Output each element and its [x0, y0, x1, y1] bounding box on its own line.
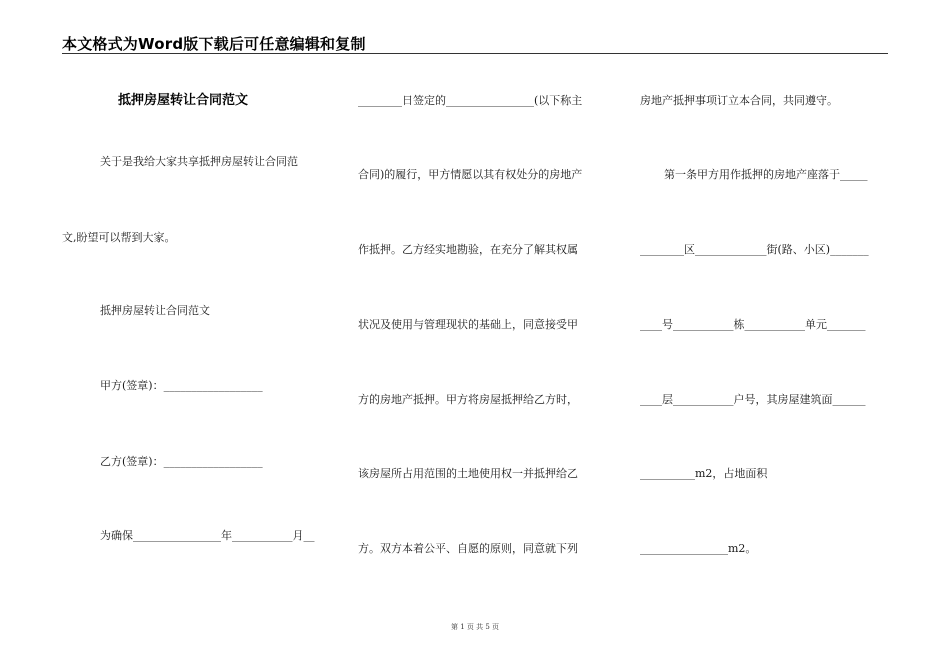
text-line: 作抵押。乙方经实地勘验，在充分了解其权属 — [358, 243, 578, 256]
text-line: ____层___________户号，其房屋建筑面______ — [640, 393, 866, 406]
party-b-signature-line: 乙方(签章)：__________________ — [100, 455, 263, 468]
text-line: ____号___________栋___________单元_______ — [640, 318, 866, 331]
text-line: 状况及使用与管理现状的基础上，同意接受甲 — [358, 318, 578, 331]
document-title: 抵押房屋转让合同范文 — [118, 93, 249, 108]
text-line: ________区_____________街(路、小区)_______ — [640, 243, 869, 256]
text-line: 房地产抵押事项订立本合同，共同遵守。 — [640, 94, 838, 107]
text-line: 关于是我给大家共享抵押房屋转让合同范 — [100, 155, 298, 168]
document-banner: 本文格式为Word版下载后可任意编辑和复制 — [62, 35, 366, 53]
header-rule — [62, 53, 888, 54]
text-line: 方。双方本着公平、自愿的原则，同意就下列 — [358, 542, 578, 555]
text-line: 方的房地产抵押。甲方将房屋抵押给乙方时， — [358, 393, 578, 406]
text-line: ________日签定的________________(以下称主 — [358, 94, 583, 107]
text-line: 该房屋所占用范围的土地使用权一并抵押给乙 — [358, 467, 578, 480]
section-heading: 抵押房屋转让合同范文 — [100, 304, 210, 317]
party-a-signature-line: 甲方(签章)：__________________ — [100, 379, 263, 392]
text-line: 文,盼望可以帮到大家。 — [62, 231, 176, 244]
text-line: ________________m2。 — [640, 542, 757, 555]
text-line: 合同)的履行，甲方情愿以其有权处分的房地产 — [358, 168, 583, 181]
text-line: 为确保________________年___________月__ — [100, 529, 315, 542]
article-one-line: 第一条甲方用作抵押的房地产座落于_____ — [664, 168, 868, 181]
text-line: __________m2，占地面积 — [640, 467, 768, 480]
page-number: 第 1 页 共 5 页 — [450, 623, 500, 631]
